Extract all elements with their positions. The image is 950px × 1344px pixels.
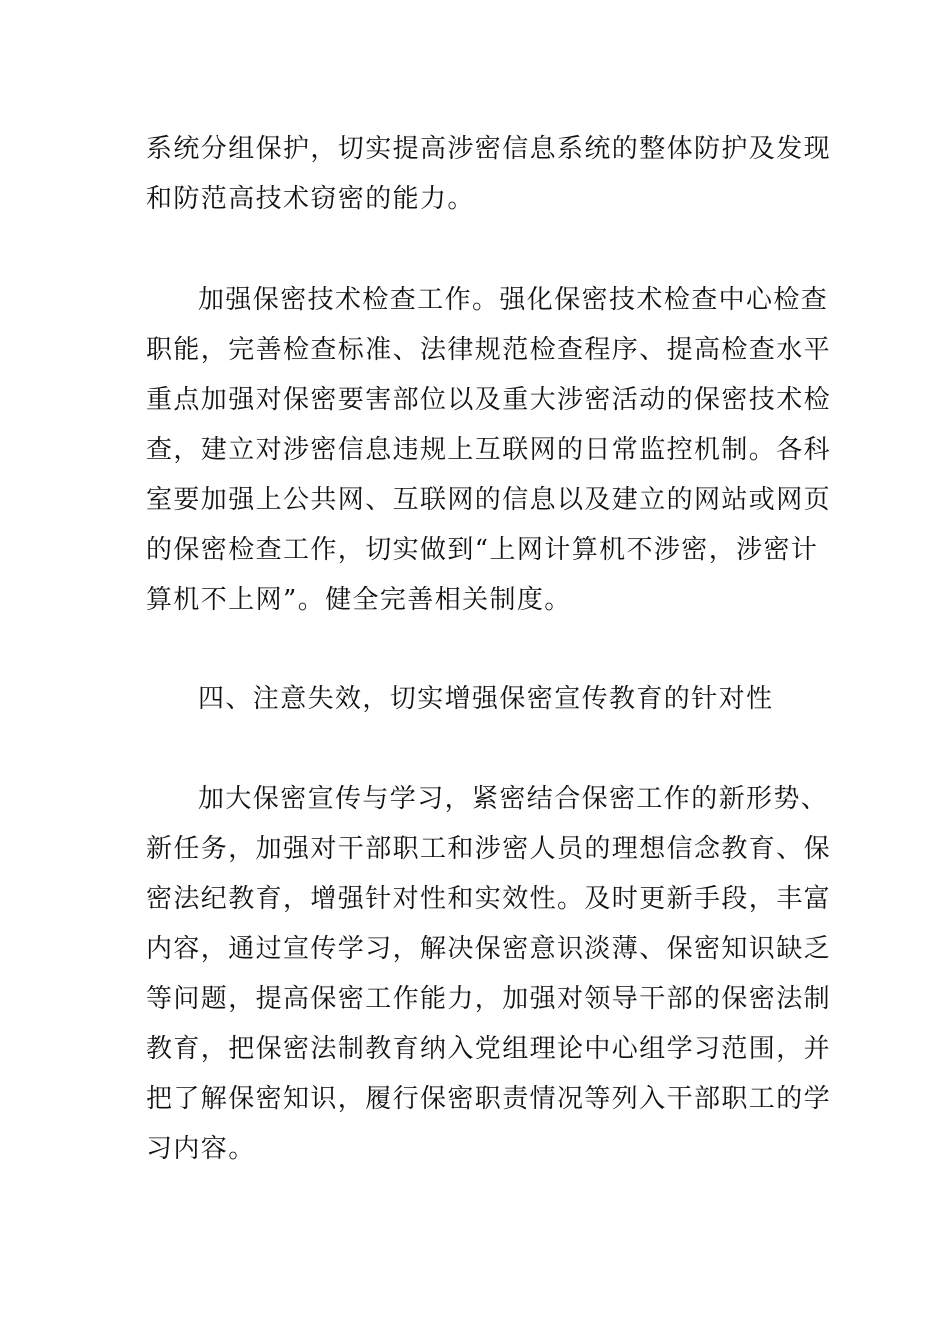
text-line: 等问题，提高保密工作能力，加强对领导干部的保密法制 [146, 984, 832, 1014]
text-line: 密法纪教育，增强针对性和实效性。及时更新手段，丰富 [146, 884, 832, 914]
text-line: 教育，把保密法制教育纳入党组理论中心组学习范围，并 [146, 1034, 832, 1064]
text-line: 内容，通过宣传学习，解决保密意识淡薄、保密知识缺乏 [146, 934, 832, 964]
text-line: 的保密检查工作，切实做到“上网计算机不涉密，涉密计 [146, 535, 819, 565]
heading-line: 四、注意失效，切实增强保密宣传教育的针对性 [198, 684, 774, 714]
text-line: 新任务，加强对干部职工和涉密人员的理想信念教育、保 [146, 834, 832, 864]
text-line: 和防范高技术窃密的能力。 [146, 184, 475, 214]
text-line: 加强保密技术检查工作。强化保密技术检查中心检查 [198, 285, 829, 315]
text-line: 重点加强对保密要害部位以及重大涉密活动的保密技术检 [146, 385, 832, 415]
text-line: 习内容。 [146, 1134, 256, 1164]
text-line: 系统分组保护，切实提高涉密信息系统的整体防护及发现 [146, 134, 832, 164]
text-line: 室要加强上公共网、互联网的信息以及建立的网站或网页 [146, 485, 832, 515]
text-line: 把了解保密知识，履行保密职责情况等列入干部职工的学 [146, 1084, 832, 1114]
text-line: 职能，完善检查标准、法律规范检查程序、提高检查水平 [146, 335, 832, 365]
text-line: 算机不上网”。健全完善相关制度。 [146, 585, 572, 615]
text-line: 加大保密宣传与学习，紧密结合保密工作的新形势、 [198, 784, 829, 814]
text-line: 查，建立对涉密信息违规上互联网的日常监控机制。各科 [146, 435, 832, 465]
